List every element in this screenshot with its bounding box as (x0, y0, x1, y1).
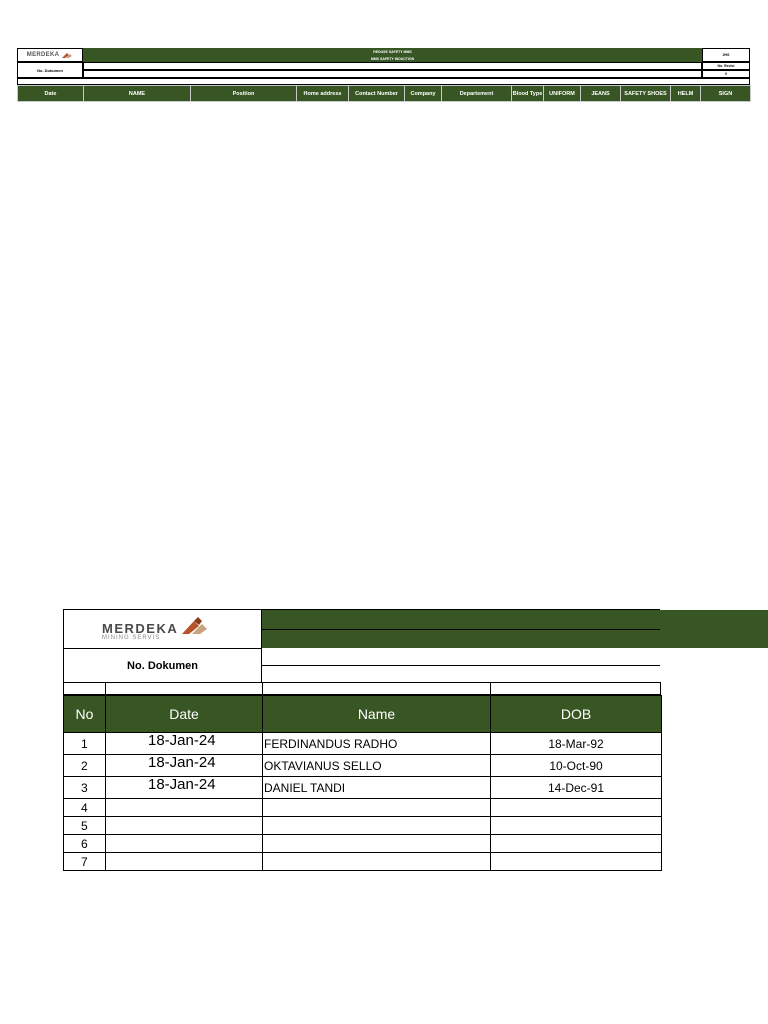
cell-dob: 10-Oct-90 (491, 755, 662, 777)
cell-date: 18-Jan-24 (106, 733, 263, 755)
table-row (64, 817, 662, 835)
cell-date (106, 853, 263, 871)
col-date: Date (18, 86, 84, 102)
cell-no: 1 (64, 733, 106, 755)
logo-text: MERDEKA (102, 621, 179, 636)
blank-row (83, 62, 702, 70)
no-revisi-label: No. Revisi (702, 62, 750, 70)
cell-dob (491, 835, 662, 853)
cell-date (106, 835, 263, 853)
logo-subtext: MINING SERVIS (102, 635, 161, 641)
cell-no: 7 (64, 853, 106, 871)
cell-name (263, 853, 491, 871)
form-subtitle: MMS SAFETY INDUCTION (83, 55, 702, 62)
attendance-table (63, 695, 662, 871)
col-sign: SIGN (701, 86, 751, 102)
col-contact-number: Contact Number (349, 86, 405, 102)
cell-no: 4 (64, 799, 106, 817)
col-position: Position (191, 86, 297, 102)
table-row (64, 755, 662, 777)
company-logo (63, 609, 262, 649)
form-title: REDUSE SAFETY MMS (83, 48, 702, 55)
col-dob: DOB (491, 696, 662, 733)
cell-dob (491, 853, 662, 871)
table-row (64, 853, 662, 871)
col-company: Company (405, 86, 442, 102)
col-name: NAME (84, 86, 191, 102)
doc-code: 2HS (702, 48, 750, 62)
subtitle-bar (262, 630, 660, 648)
logo-mark-icon (180, 616, 210, 636)
table-row (64, 777, 662, 799)
table-row (64, 733, 662, 755)
doc-code-bar (660, 610, 768, 648)
cell-name (263, 799, 491, 817)
cell-dob (491, 817, 662, 835)
cell-date (106, 817, 263, 835)
attendance-form (63, 609, 768, 871)
no-dokumen-label: No. Dokumen (63, 648, 262, 683)
col-departement: Departement (442, 86, 512, 102)
col-helm: HELM (671, 86, 701, 102)
cell-no: 2 (64, 755, 106, 777)
divider (262, 665, 660, 666)
cell-no: 3 (64, 777, 106, 799)
col-name: Name (263, 696, 491, 733)
spacer-row (63, 682, 661, 695)
induction-form-header (17, 48, 750, 102)
col-jeans: JEANS (581, 86, 621, 102)
cell-date: 18-Jan-24 (106, 755, 263, 777)
title-bar (262, 609, 660, 630)
cell-dob: 14-Dec-91 (491, 777, 662, 799)
cell-date: 18-Jan-24 (106, 777, 263, 799)
cell-no: 5 (64, 817, 106, 835)
no-dokumen-label: No. Dokumen (17, 62, 83, 78)
col-home-address: Home address (297, 86, 349, 102)
logo-mark-icon (61, 51, 73, 59)
cell-name: DANIEL TANDI (263, 777, 491, 799)
cell-dob: 18-Mar-92 (491, 733, 662, 755)
col-blood-type: Blood Type (512, 86, 544, 102)
no-revisi-value: 0 (702, 70, 750, 78)
logo-text: MERDEKA (26, 52, 60, 58)
cell-name: OKTAVIANUS SELLO (263, 755, 491, 777)
cell-name: FERDINANDUS RADHO (263, 733, 491, 755)
cell-name (263, 835, 491, 853)
col-date: Date (106, 696, 263, 733)
col-uniform: UNIFORM (544, 86, 581, 102)
company-logo (17, 48, 83, 62)
col-safety-shoes: SAFETY SHOES (621, 86, 671, 102)
table-row (64, 799, 662, 817)
spacer-row (17, 78, 750, 85)
blank-row (83, 70, 702, 78)
cell-no: 6 (64, 835, 106, 853)
table-row (64, 835, 662, 853)
cell-name (263, 817, 491, 835)
cell-date (106, 799, 263, 817)
induction-table-header (17, 85, 751, 102)
col-no: No (64, 696, 106, 733)
cell-dob (491, 799, 662, 817)
table-header-row (64, 696, 662, 733)
